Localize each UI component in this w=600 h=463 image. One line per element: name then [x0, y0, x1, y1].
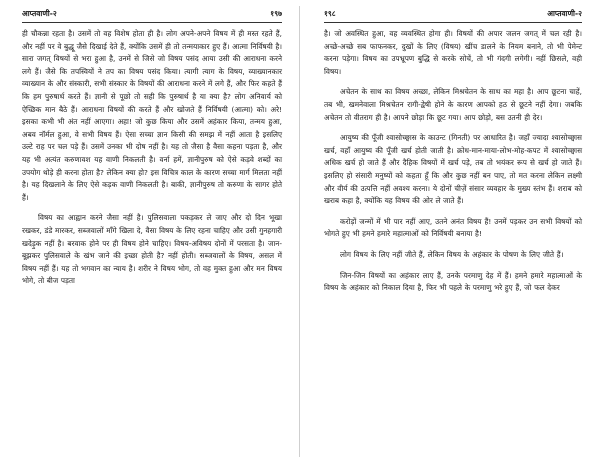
right-page	[302, 0, 600, 463]
paragraph: अचेतन के साथ का विषय अच्छा, लेकिन मिश्रचेतन के साथ का महा है। आप छूटना चाहें, तब भी, खमनेवाला मिश्रचेतन रागी-द्वेषी होने के कारण आपको हठ से छूटने नहीं देगा। जबकि अचेतन तो वीतराग ही है। आपने छोड़ा कि छूट गया। आप छोड़ो, बस उतनी ही देर।	[324, 87, 582, 122]
left-header-title: आप्तवाणी-२	[22, 9, 57, 18]
right-page-header	[324, 8, 582, 20]
paragraph: जिन-जिन विषयों का अहंकार लाए हैं, उनके परमाणु देह में हैं। हमने हमारे महात्माओं के विषय के अहंकार को निकाल दिया है, फिर भी पहले के परमाणु भरे हुए हैं, जो फल देकर	[324, 270, 582, 293]
left-page-header	[22, 8, 282, 20]
paragraph: लोग विषय के लिए नहीं जीते हैं, लेकिन विषय के अहंकार के पोषण के लिए जीते हैं।	[340, 249, 564, 259]
right-header-title: आप्तवाणी-२	[547, 9, 582, 18]
left-page-number: १९७	[270, 9, 282, 18]
left-header-rule	[22, 22, 282, 23]
right-page-number: १९८	[324, 9, 336, 18]
paragraph: करोड़ों जन्मों में भी पार नहीं आए, उतने अनंत विषय हैं! उनमें पड़कर उन सभी विषयों को भोगते हुए भी हमने हमारे महात्माओं को निर्विषयी बनाया है!	[324, 216, 582, 239]
paragraph: आयुष्य की पूँजी श्वासोच्छ्वास के काउन्ट (गिनती) पर आधारित है। जहाँ ज्यादा श्वासोच्छ्वास खर्च, वहाँ आयुष्य की पूँजी खर्च होती जाती है। क्रोध-मान-माया-लोभ-मोह-कपट में श्वासोच्छ्वास अधिक खर्च हो जाते हैं और दैहिक विषयों में खर्च पड़े, तब तो भयंकर रूप से खर्च हो जाते हैं। इसलिए हो संसारी मनुष्यों को कहता हूँ कि और कुछ नहीं बन पाए, तो मत करना लेकिन लक्ष्मी और वीर्य की उत्पत्ति नहीं अवश्य करना। ये दोनों चीज़ें संसार व्यवहार के मुख्य स्तंभ हैं। शराब को खराब कहा है, क्योंकि यह विषय की ओर ले जाते हैं।	[324, 133, 582, 206]
paragraph: ही चौकन्ना रहता है। उसमें तो वह विशेष होता ही है। लोग अपने-अपने विषय में ही मस्त रहते हैं, और नहीं पर वे बुद्धू जैसे दिखाई देते हैं, क्योंकि उसमें ही तो तन्मयाकार हुए हैं। आत्मा निर्विषयी है। सारा जगत् विषयों से भरा हुआ है, उनमें से जिसे जो विषय पसंद आया उसी की आराधना करने लगे हैं। जैसे कि तपस्वियों ने तप का विषय पसंद किया। त्यागी त्याग के विषय, व्याख्यानकार व्याख्यान के और संस्कारी, सभी संस्कार के विषयों की आराधना करने में लगे हैं, और फिर कहते हैं कि हम पुरुषार्थ करते हैं। ज्ञानी से पूछो तो सही कि पुरुषार्थ है या क्या है? लोग अनिवार्य को ऐच्छिक मान बैठे हैं। आराधना विषयों की करते हैं और खोजते हैं निर्विषयी (आत्मा) को। अरे! इसका कभी भी अंत नहीं आएगा। अहा! जो कुछ किया और उसमें अहंकार किया, तन्मय हुआ, अबव नॉर्मल हुआ, वे सभी विषय हैं। ऐसा सच्चा ज्ञान किसी की समझ में नहीं आता है इसलिए उल्टे राह पर चल पड़े हैं। उसमें उनका भी दोष नहीं है। यह तो जैसा है वैसा कहना पड़ता है, और यह भी अत्यंत करुणावश यह वाणी निकलती है। वर्ना हमें, ज्ञानीपुरुष को ऐसे कड़वे शब्दों का उपयोग थोड़े ही करना होता है? लेकिन क्या हो? इस विचित्र काल के कारण सच्चा मार्ग मिलता नहीं है। यह दिखलाने के लिए ऐसे कड़क वाणी निकलती है। बाकी, ज्ञानीपुरुष तो करुणा के सागर होते हैं।	[22, 29, 282, 202]
left-page-body	[22, 28, 282, 457]
left-page	[0, 0, 298, 463]
paragraph: विषय का आह्वान करने जैसा नहीं है। पुलिसवाला पकड़कर ले जाए और दो दिन भूखा रखकर, डंडे मारकर, सब्जवालों माँगे खिला दे, वैसा विषय के लिए रहना चाहिए और उसी गुनहगारी खदेड़ुक नहीं है। बरवाक होने पर ही विषय होने चाहिए। विषय-अविषय दोनों में परसता है। जान-बूझकर पुलिसवाले के खंभ जाने की इच्छा होती है? नहीं होती। सब्जवालों के विषय, असल में विषय नहीं हैं। यह तो भगवान का न्याय है। शरीर ने विषय भोग, तो वह मुक्त हुआ और मन विषय भोगे, तो बीज पड़ता	[22, 213, 282, 286]
paragraph: है। जो अवस्थित हुआ, वह व्यवस्थित होगा ही। विषयों की अपार जलन जगत् में चल रही है। अच्छे-अच्छे सब फाफनकर, दुखों के लिए (विषय) खींच डालने के नियम बनाने, तो भी पेमेन्ट करना पड़ेगा। विषय का उपभ्रूपण बुद्धि से करके सोचें, तो भी गंदगी लगेगी। नहीं छिसले, वही विषय।	[324, 29, 582, 76]
right-header-rule	[324, 22, 582, 23]
right-page-body	[324, 28, 582, 457]
page-gutter	[299, 6, 300, 457]
